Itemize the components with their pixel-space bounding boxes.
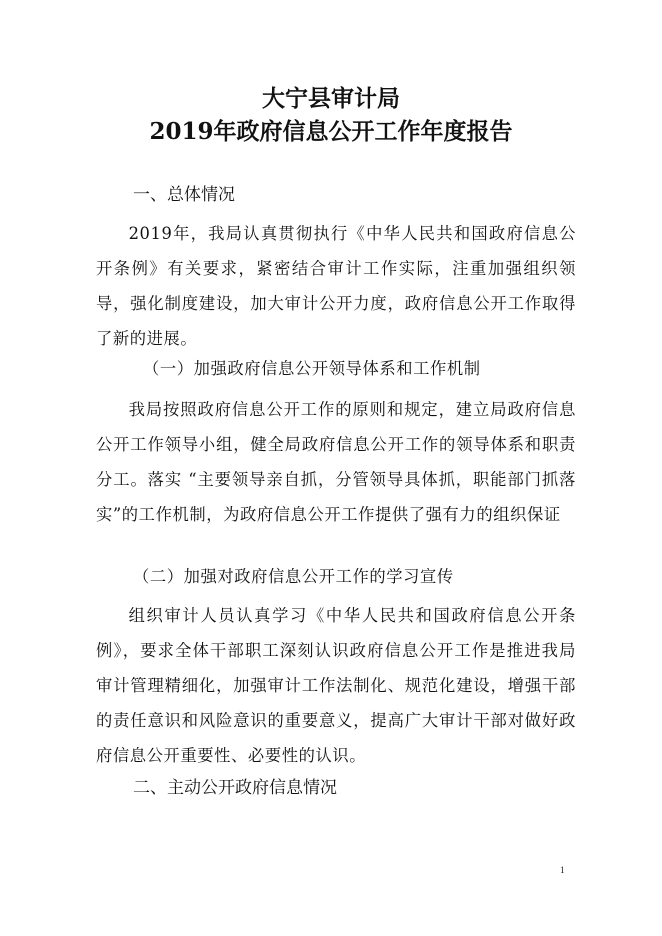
document-title-line2: 2019年政府信息公开工作年度报告 — [149, 118, 513, 145]
subsection2-heading: （二）加强对政府信息公开工作的学习宣传 — [133, 567, 454, 586]
section2-heading: 二、主动公开政府信息情况 — [133, 778, 337, 798]
subsection2-paragraph: 组织审计人员认真学习《中华人民共和国政府信息公开条例》，要求全体干部职工深刻认识政府信息公开工作是推进我局审计管理精细化，加强审计工作法制化、规范化建设，增强干部的责任意识和风险意识的重要意义，提高广大审计干部对做好政府信息公开重要性、必要性的认识。 — [96, 606, 576, 765]
section1-intro-paragraph: 2019年，我局认真贯彻执行《中华人民共和国政府信息公开条例》有关要求，紧密结合审计工作实际，注重加强组织领导，强化制度建设，加大审计公开力度，政府信息公开工作取得了新的进展。 — [96, 224, 576, 348]
subsection1-paragraph: 我局按照政府信息公开工作的原则和规定，建立局政府信息公开工作领导小组，健全局政府信息公开工作的领导体系和职责分工。落实 “主要领导亲自抓，分管领导具体抓，职能部门抓落实”的工作机制，为政府信息公开工作提供了强有力的组织保证 — [96, 400, 576, 524]
section1-heading: 一、总体情况 — [133, 185, 235, 205]
subsection1-heading: （一）加强政府信息公开领导体系和工作机制 — [143, 359, 481, 378]
document-title-line1: 大宁县审计局 — [262, 85, 400, 112]
page-number: 1 — [560, 865, 565, 875]
